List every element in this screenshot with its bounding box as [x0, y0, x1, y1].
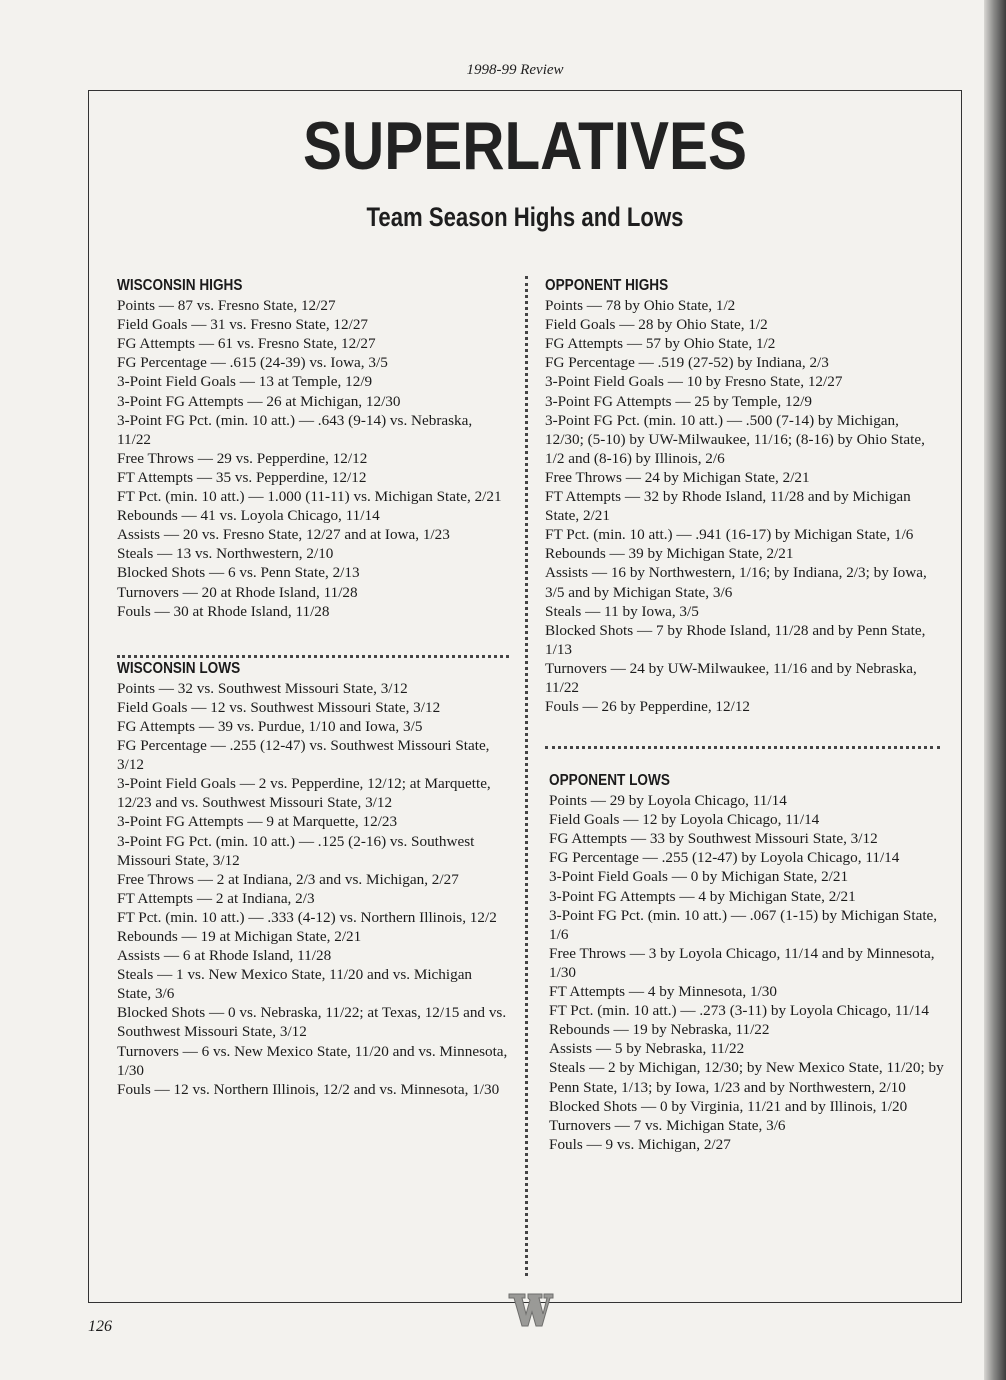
- stat-entry: Fouls — 12 vs. Northern Illinois, 12/2 and vs. Minnesota, 1/30: [117, 1080, 500, 1098]
- section-divider-left: [117, 655, 509, 658]
- left-column: [117, 276, 509, 1099]
- stat-entry: Free Throws — 24 by Michigan State, 2/21: [545, 468, 810, 486]
- stat-entry: 3-Point FG Pct. (min. 10 att.) — .125 (2-16) vs. Southwest Missouri State, 3/12: [117, 832, 475, 869]
- right-column-bottom: [549, 771, 944, 1154]
- stat-entry: Fouls — 9 vs. Michigan, 2/27: [549, 1135, 731, 1153]
- stat-entry: 3-Point FG Pct. (min. 10 att.) — .067 (1-15) by Michigan State, 1/6: [549, 906, 938, 943]
- stat-entry: Field Goals — 12 by Loyola Chicago, 11/14: [549, 811, 820, 829]
- stat-entry: FT Pct. (min. 10 att.) — .941 (16-17) by Michigan State, 1/6: [545, 526, 914, 544]
- right-column-top: [545, 276, 940, 716]
- stat-entry: Assists — 6 at Rhode Island, 11/28: [117, 947, 332, 965]
- entry-list: [545, 296, 940, 716]
- stat-entry: FG Percentage — .255 (12-47) by Loyola Chicago, 11/14: [549, 849, 900, 867]
- stat-entry: Blocked Shots — 0 vs. Nebraska, 11/22; at Texas, 12/15 and vs. Southwest Missouri State, 3/12: [117, 1004, 507, 1041]
- stat-entry: Points — 32 vs. Southwest Missouri State, 3/12: [117, 679, 408, 697]
- stat-entry: Assists — 16 by Northwestern, 1/16; by Indiana, 2/3; by Iowa, 3/5 and by Michigan State, 3/6: [545, 564, 927, 601]
- stat-entry: Rebounds — 41 vs. Loyola Chicago, 11/14: [117, 507, 380, 525]
- section-heading: WISCONSIN HIGHS: [117, 277, 243, 294]
- entry-list: [117, 296, 509, 621]
- stat-entry: Steals — 13 vs. Northwestern, 2/10: [117, 545, 334, 563]
- section-opponent-highs: [545, 276, 940, 716]
- stat-entry: Blocked Shots — 0 by Virginia, 11/21 and by Illinois, 1/20: [549, 1097, 908, 1115]
- stat-entry: FG Attempts — 61 vs. Fresno State, 12/27: [117, 335, 376, 353]
- motion-w-logo-icon: [505, 1290, 555, 1330]
- stat-entry: 3-Point FG Attempts — 9 at Marquette, 12/23: [117, 813, 398, 831]
- stat-entry: Free Throws — 2 at Indiana, 2/3 and vs. Michigan, 2/27: [117, 870, 459, 888]
- stat-entry: Points — 87 vs. Fresno State, 12/27: [117, 297, 336, 315]
- stat-entry: FG Percentage — .255 (12-47) vs. Southwest Missouri State, 3/12: [117, 737, 490, 774]
- stat-entry: Blocked Shots — 7 by Rhode Island, 11/28 and by Penn State, 1/13: [545, 621, 926, 658]
- stat-entry: Rebounds — 19 by Nebraska, 11/22: [549, 1021, 770, 1039]
- column-divider: [525, 276, 528, 1276]
- stat-entry: Turnovers — 24 by UW-Milwaukee, 11/16 and by Nebraska, 11/22: [545, 659, 917, 696]
- stat-entry: Rebounds — 39 by Michigan State, 2/21: [545, 545, 794, 563]
- page-edge-shadow: [984, 0, 1006, 1380]
- stat-entry: 3-Point FG Attempts — 4 by Michigan State, 2/21: [549, 887, 856, 905]
- stat-entry: Fouls — 30 at Rhode Island, 11/28: [117, 602, 330, 620]
- section-wisconsin-highs: [117, 276, 509, 621]
- stat-entry: Turnovers — 20 at Rhode Island, 11/28: [117, 583, 358, 601]
- stat-entry: 3-Point FG Attempts — 25 by Temple, 12/9: [545, 392, 812, 410]
- stat-entry: Steals — 2 by Michigan, 12/30; by New Mexico State, 11/20; by Penn State, 1/13; by Iowa, 1/23 and by Northwestern, 2/10: [549, 1059, 944, 1096]
- section-wisconsin-lows: [117, 659, 509, 1099]
- stat-entry: Points — 29 by Loyola Chicago, 11/14: [549, 792, 787, 810]
- stat-entry: 3-Point Field Goals — 13 at Temple, 12/9: [117, 373, 373, 391]
- entry-list: [549, 791, 944, 1154]
- stat-entry: FG Attempts — 33 by Southwest Missouri State, 3/12: [549, 830, 878, 848]
- stat-entry: Free Throws — 3 by Loyola Chicago, 11/14 and by Minnesota, 1/30: [549, 944, 935, 981]
- stat-entry: FT Pct. (min. 10 att.) — .333 (4-12) vs. Northern Illinois, 12/2: [117, 908, 497, 926]
- stat-entry: FT Attempts — 35 vs. Pepperdine, 12/12: [117, 468, 367, 486]
- stat-entry: Points — 78 by Ohio State, 1/2: [545, 297, 736, 315]
- stat-entry: Rebounds — 19 at Michigan State, 2/21: [117, 928, 362, 945]
- stat-entry: 3-Point FG Pct. (min. 10 att.) — .500 (7-14) by Michigan, 12/30; (5-10) by UW-Milwaukee, 11/16; (8-16) by Ohio State, 1/2 and (8-16) by Illinois, 2/6: [545, 411, 925, 467]
- stat-entry: Field Goals — 31 vs. Fresno State, 12/27: [117, 316, 369, 334]
- stat-entry: FG Percentage — .519 (27-52) by Indiana, 2/3: [545, 354, 829, 372]
- stat-entry: 3-Point FG Attempts — 26 at Michigan, 12/30: [117, 392, 401, 410]
- stat-entry: Fouls — 26 by Pepperdine, 12/12: [545, 698, 751, 716]
- page-number: 126: [88, 1318, 112, 1335]
- stat-entry: FT Attempts — 2 at Indiana, 2/3: [117, 889, 315, 907]
- stat-entry: Turnovers — 6 vs. New Mexico State, 11/20 and vs. Minnesota, 1/30: [117, 1042, 508, 1079]
- section-divider-right: [545, 746, 940, 749]
- stat-entry: Steals — 11 by Iowa, 3/5: [545, 602, 699, 620]
- running-head: 1998-99 Review: [466, 62, 564, 78]
- page-title: SUPERLATIVES: [302, 108, 748, 184]
- stat-entry: FT Pct. (min. 10 att.) — 1.000 (11-11) vs. Michigan State, 2/21: [117, 488, 502, 506]
- section-heading: WISCONSIN LOWS: [117, 659, 241, 677]
- stat-entry: Assists — 20 vs. Fresno State, 12/27 and at Iowa, 1/23: [117, 526, 450, 544]
- entry-list: [117, 679, 509, 1099]
- stat-entry: Turnovers — 7 vs. Michigan State, 3/6: [549, 1116, 786, 1134]
- stat-entry: Steals — 1 vs. New Mexico State, 11/20 and vs. Michigan State, 3/6: [117, 966, 473, 1003]
- stat-entry: 3-Point FG Pct. (min. 10 att.) — .643 (9-14) vs. Nebraska, 11/22: [117, 411, 473, 448]
- stat-entry: FG Attempts — 39 vs. Purdue, 1/10 and Iowa, 3/5: [117, 717, 423, 735]
- page-subtitle: Team Season Highs and Lows: [366, 202, 684, 232]
- section-heading: OPPONENT LOWS: [549, 772, 670, 789]
- stat-entry: Field Goals — 28 by Ohio State, 1/2: [545, 316, 768, 334]
- section-heading: OPPONENT HIGHS: [545, 277, 669, 294]
- stat-entry: FT Attempts — 4 by Minnesota, 1/30: [549, 983, 777, 1001]
- stat-entry: Field Goals — 12 vs. Southwest Missouri State, 3/12: [117, 698, 441, 716]
- stat-entry: 3-Point Field Goals — 10 by Fresno State, 12/27: [545, 373, 843, 391]
- stat-entry: FT Attempts — 32 by Rhode Island, 11/28 and by Michigan State, 2/21: [545, 488, 911, 525]
- stat-entry: 3-Point Field Goals — 0 by Michigan State, 2/21: [549, 868, 849, 886]
- stat-entry: Assists — 5 by Nebraska, 11/22: [549, 1040, 745, 1058]
- stat-entry: Blocked Shots — 6 vs. Penn State, 2/13: [117, 564, 360, 582]
- stat-entry: Free Throws — 29 vs. Pepperdine, 12/12: [117, 449, 368, 467]
- stat-entry: FT Pct. (min. 10 att.) — .273 (3-11) by Loyola Chicago, 11/14: [549, 1002, 929, 1020]
- stat-entry: FG Percentage — .615 (24-39) vs. Iowa, 3/5: [117, 354, 388, 372]
- stat-entry: 3-Point Field Goals — 2 vs. Pepperdine, 12/12; at Marquette, 12/23 and vs. Southwest Missouri State, 3/12: [117, 775, 491, 812]
- section-opponent-lows: [549, 771, 944, 1154]
- stat-entry: FG Attempts — 57 by Ohio State, 1/2: [545, 335, 776, 353]
